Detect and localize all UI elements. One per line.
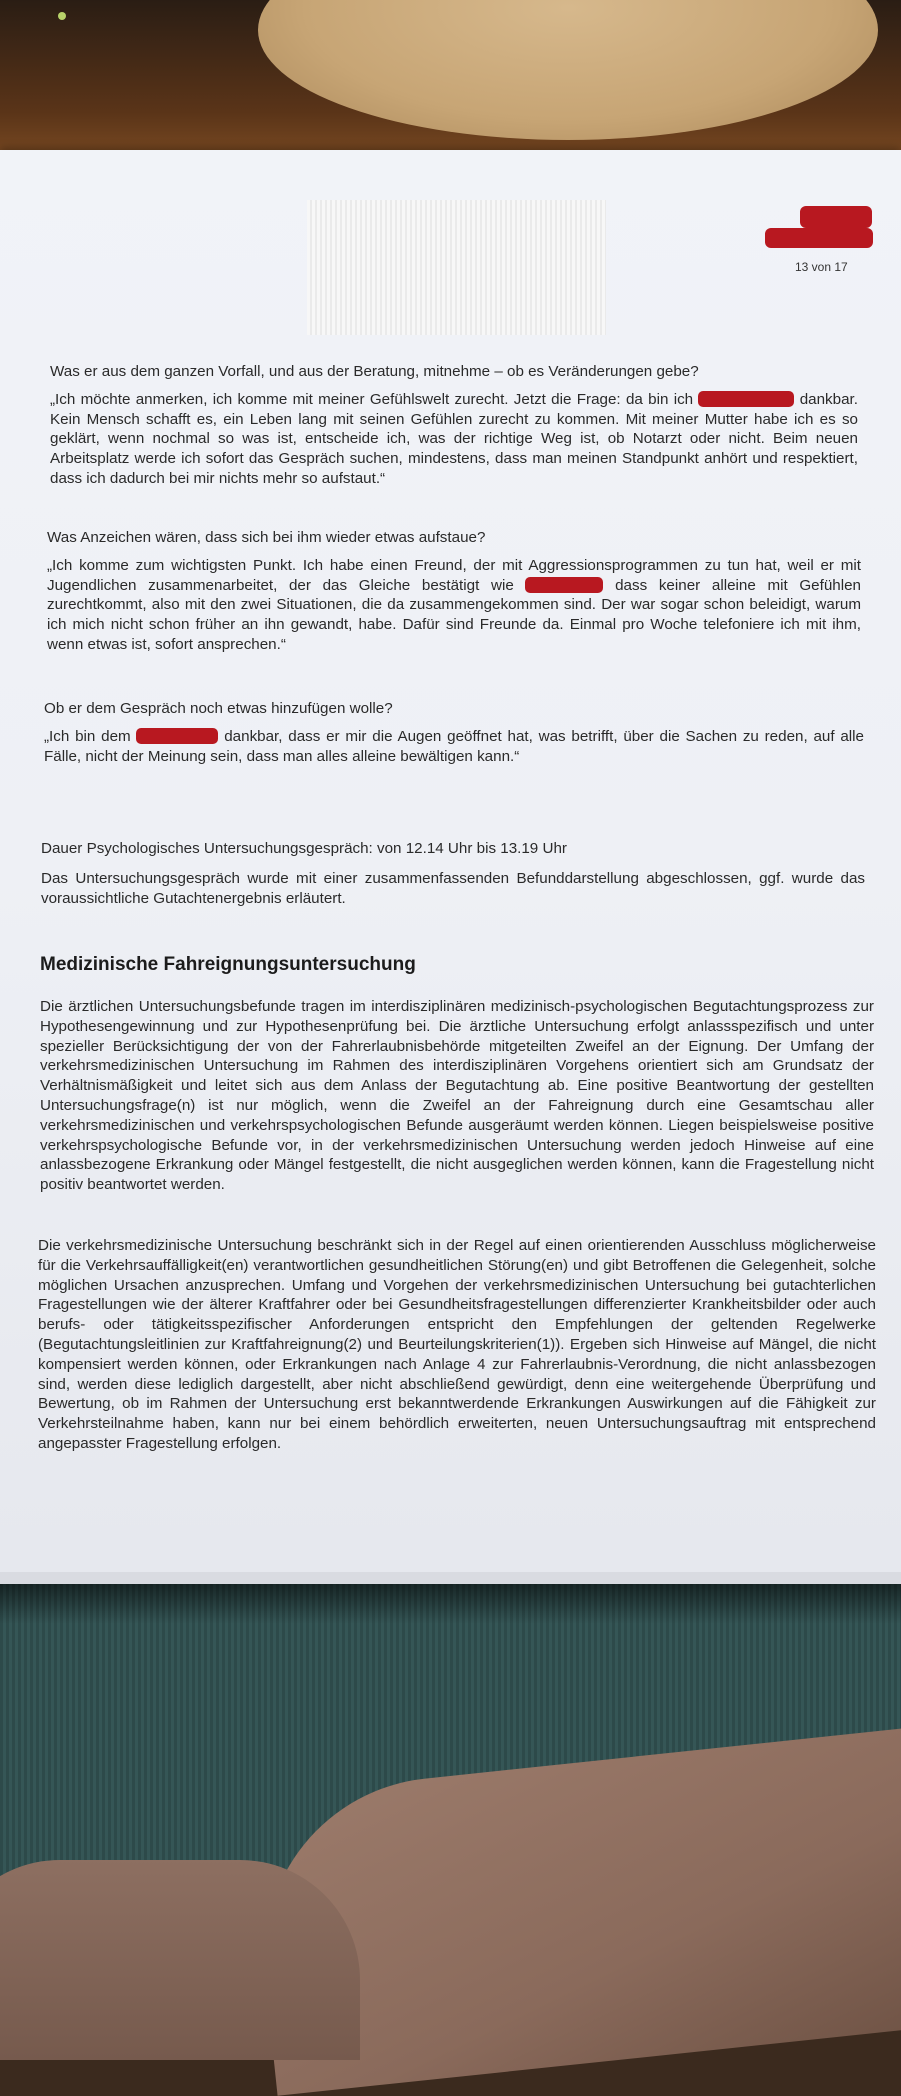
question-3: Ob er dem Gespräch noch etwas hinzufügen wolle?	[44, 700, 393, 717]
answer-3	[44, 727, 864, 767]
answer-3-part-a: „Ich bin dem	[44, 727, 137, 745]
section-heading: Medizinische Fahreignungsuntersuchung	[40, 954, 416, 975]
interview-duration: Dauer Psychologisches Untersuchungsgespräch: von 12.14 Uhr bis 13.19 Uhr	[41, 840, 567, 857]
answer-2-part-b: dass keiner alleine mit Gefühlen zurechtkommt, also mit den zwei Situationen, die da zusammengekommen sind. Der war sogar schon beleidigt, warum ich mich nicht schon früher an ihn gewandt, habe. Dafür sind Freunde da. Einmal pro Woche telefoniere ich mit ihm, wenn etwas ist, sofort ansprechen.“	[47, 576, 861, 653]
question-block-2	[47, 528, 861, 655]
cloth-left	[0, 1860, 360, 2060]
page-edge	[0, 1572, 901, 1584]
answer-1-part-b: dankbar. Kein Mensch schafft es, ein Leben lang mit seinen Gefühlen zurecht zu kommen. Mit meiner Mutter habe ich es so geklärt, wenn nochmal so was ist, entscheide ich, was der richtige Weg ist, ob Notarzt oder nicht. Beim neuen Arbeitsplatz werde ich sofort das Gespräch suchen, mindestens, dass man meinen Standpunkt anhört und respektiert, dass ich dadurch bei mir nichts mehr so aufstaut.“	[50, 390, 858, 487]
paragraph-2: Die verkehrsmedizinische Untersuchung beschränkt sich in der Regel auf einen orientierenden Ausschluss möglicherweise für die Verkehrsauffälligkeit(en) verantwortlichen gesundheitlichen Störung(en) und gibt Betroffenen die Gelegenheit, solche möglichen Ursachen anzusprechen. Umfang und Vorgehen der verkehrsmedizinischen Untersuchung bei gutachterlichen Fragestellungen wie der älterer Kraftfahrer oder bei Gesundheitsfragestellungen differenzierter Krankheitsbilder oder auch berufs- oder tätigkeitsspezifischer Anforderungen entspricht den Empfehlungen der geltenden Regelwerke (Begutachtungsleitlinien zur Kraftfahreignung(2) und Beurteilungskriterien(1)). Ergeben sich Hinweise auf Mängel, die nicht kompensiert werden können, oder Erkrankungen nach Anlage 4 zur Fahrerlaubnis-Verordnung, die nicht anlassbezogen sind, werden diese lediglich dargestellt, aber nicht abschließend gewürdigt, denn eine weitergehende Überprüfung und Bewertung, ob im Rahmen der Untersuchung erst bekanntwerdende Erkrankungen Auswirkungen auf die Fähigkeit zur Verkehrsteilnahme haben, kann nur bei einem behördlich erweiterten, neuen Untersuchungsauftrag mit entsprechend angepasster Fragestellung erfolgen.	[38, 1237, 876, 1452]
answer-3-part-b: dankbar, dass er mir die Augen geöffnet hat, was betrifft, über die Sachen zu reden, auf alle Fälle, nicht der Meinung sein, dass man alles alleine bewältigen kann.“	[44, 727, 864, 765]
redaction-2	[525, 577, 603, 593]
paragraph-1: Die ärztlichen Untersuchungsbefunde tragen im interdisziplinären medizinisch-psychologischen Begutachtungsprozess zur Hypothesengewinnung und zur Hypothesenprüfung bei. Die ärztliche Untersuchung erfolgt anlassspezifisch und unter spezieller Berücksichtigung der von der Fahrerlaubnisbehörde mitgeteilten Zweifel an der Eignung. Der Umfang der verkehrsmedizinischen Untersuchung im Rahmen des interdisziplinären Vorgehens orientiert sich am Grundsatz der Verhältnismäßigkeit und leitet sich aus dem Anlass der Begutachtung ab. Eine positive Beantwortung der gestellten Untersuchungsfrage(n) ist nur möglich, wenn die Zweifel an der Fahreignung durch eine Gesamtschau aller verkehrsmedizinischen und verkehrspsychologischen Befunde ausgeräumt werden können. Liegen beispielsweise positive verkehrspsychologische Befunde vor, in der verkehrsmedizinischen Untersuchung werden jedoch Hinweise auf eine anlassbezogene Erkrankung oder Mängel festgestellt, die nicht ausgeglichen werden können, kann die Fragestellung nicht positiv beantwortet werden.	[40, 998, 874, 1194]
question-2: Was Anzeichen wären, dass sich bei ihm wieder etwas aufstaue?	[47, 529, 486, 546]
sofa-shadow	[0, 1584, 901, 1624]
redaction-3	[136, 728, 218, 744]
answer-1	[50, 390, 858, 489]
page-number: 13 von 17	[795, 260, 848, 274]
answer-2	[47, 556, 861, 655]
answer-1-part-a: „Ich möchte anmerken, ich komme mit meiner Gefühlswelt zurecht. Jetzt die Frage: da bin ich	[50, 390, 699, 408]
redaction-header-2	[765, 228, 873, 248]
redaction-header-1	[800, 206, 872, 228]
interview-conclusion: Das Untersuchungsgespräch wurde mit einer zusammenfassenden Befunddarstellung abgeschlossen, ggf. wurde das voraussichtliche Gutachtenergebnis erläutert.	[41, 870, 865, 907]
answer-2-part-a: „Ich komme zum wichtigsten Punkt. Ich habe einen Freund, der mit Aggressionsprogrammen zu tun hat, weil er mit Jugendlichen zusammenarbeitet, der das Gleiche bestätigt wie	[47, 556, 861, 594]
redaction-1	[698, 391, 794, 407]
question-block-1	[50, 362, 858, 489]
indicator-light	[58, 12, 66, 20]
question-1: Was er aus dem ganzen Vorfall, und aus der Beratung, mitnehme – ob es Veränderungen gebe?	[50, 363, 699, 380]
redacted-logo	[307, 200, 606, 335]
question-block-3	[44, 699, 864, 766]
